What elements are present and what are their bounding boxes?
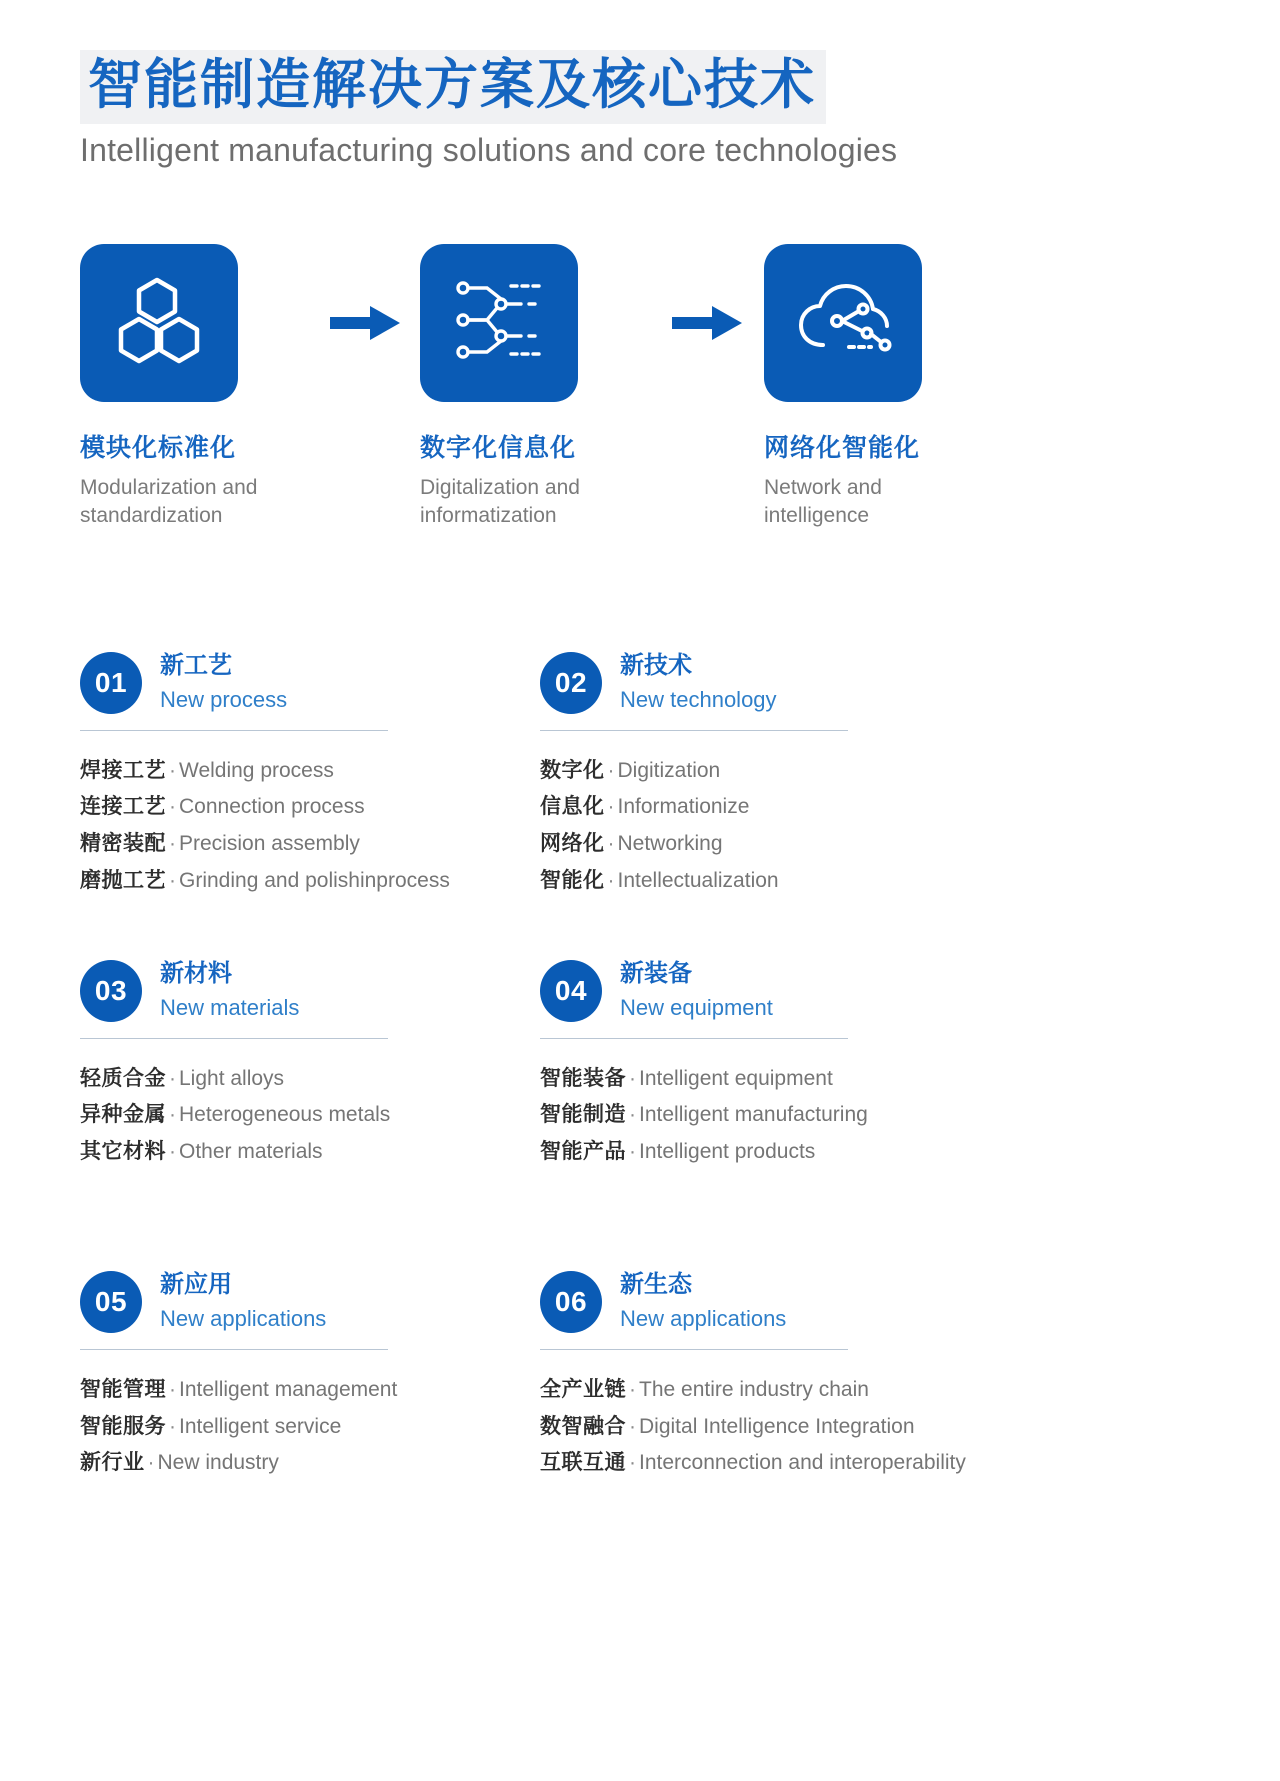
item-separator: ·: [169, 832, 176, 856]
item-label-en: Other materials: [179, 1140, 323, 1164]
pillar-title-cn: 网络化智能化: [764, 433, 921, 462]
pillar-modularization: [80, 244, 380, 531]
item-label-en: Intelligent service: [179, 1414, 342, 1438]
cards-grid: [80, 652, 1200, 1483]
card-title-group: [620, 652, 777, 713]
list-item: [80, 753, 540, 790]
pillar-title-en: Digitalization and informatization: [420, 475, 580, 528]
item-separator: ·: [169, 1103, 176, 1127]
item-separator: ·: [607, 832, 615, 856]
item-label-en: Intelligent manufacturing: [639, 1103, 868, 1127]
item-label-en: New industry: [157, 1451, 279, 1475]
item-label-cn: 网络化: [540, 832, 605, 856]
list-item: [540, 1061, 1000, 1098]
card-item-list: [540, 1061, 1000, 1171]
list-item: [540, 1097, 1000, 1134]
cards-row-2: [80, 960, 1200, 1171]
card-02: [540, 652, 1000, 900]
card-title-en: New equipment: [620, 994, 773, 1020]
pillar-title-en: Network and intelligence: [764, 475, 882, 528]
item-label-en: Heterogeneous metals: [179, 1103, 391, 1127]
cloud-network-icon: [793, 275, 893, 370]
item-separator: ·: [169, 1414, 176, 1438]
pillar-network: [764, 244, 1064, 531]
card-title-cn: 新技术: [620, 652, 692, 680]
card-title-en: New technology: [620, 686, 777, 712]
card-divider: [540, 1038, 848, 1039]
item-label-cn: 信息化: [540, 795, 605, 819]
card-06: [540, 1271, 1000, 1482]
card-title-en: New applications: [160, 1306, 327, 1332]
item-separator: ·: [629, 1377, 636, 1401]
arrow-right-icon-1: [330, 306, 402, 340]
list-item: [80, 1372, 540, 1409]
cards-row-1: [80, 652, 1200, 900]
item-separator: ·: [607, 795, 615, 819]
cards-row-3: [80, 1271, 1200, 1482]
card-title-cn: 新装备: [620, 960, 692, 988]
card-title-group: [160, 652, 287, 713]
item-label-cn: 其它材料: [80, 1140, 166, 1164]
list-item: [80, 789, 540, 826]
item-separator: ·: [169, 1066, 176, 1090]
card-title-group: [620, 1271, 786, 1332]
list-item: [80, 1134, 540, 1171]
card-title-en: New applications: [620, 1306, 787, 1332]
item-label-en: Intelligent equipment: [639, 1066, 833, 1090]
item-label-en: Networking: [617, 832, 723, 856]
circuit-board-icon: [449, 272, 549, 373]
item-label-en: Connection process: [179, 795, 365, 819]
item-separator: ·: [629, 1103, 636, 1127]
item-separator: ·: [629, 1451, 636, 1475]
item-label-cn: 智能装备: [540, 1066, 626, 1090]
card-header: [540, 652, 1000, 714]
item-label-en: Grinding and polishinprocess: [179, 868, 450, 892]
page-header: [80, 0, 1200, 172]
card-header: [540, 960, 1000, 1022]
item-label-cn: 互联互通: [540, 1451, 626, 1475]
pillar-title-cn: 模块化标准化: [80, 433, 237, 462]
item-separator: ·: [169, 795, 176, 819]
item-label-cn: 智能产品: [540, 1140, 626, 1164]
card-item-list: [540, 1372, 1000, 1482]
pillar-digitalization: [420, 244, 720, 531]
page-title-en: Intelligent manufacturing solutions and core technologies: [80, 132, 898, 169]
item-label-cn: 连接工艺: [80, 795, 166, 819]
item-separator: ·: [169, 1140, 176, 1164]
pillar-icon-tile: [80, 244, 238, 402]
item-separator: ·: [607, 868, 615, 892]
card-number-badge: 01: [80, 652, 142, 714]
card-title-en: New materials: [160, 994, 300, 1020]
item-label-cn: 精密装配: [80, 832, 166, 856]
item-label-en: Intelligent management: [179, 1377, 398, 1401]
item-label-cn: 异种金属: [80, 1103, 166, 1127]
list-item: [540, 826, 1000, 863]
list-item: [540, 863, 1000, 900]
card-title-cn: 新工艺: [160, 652, 232, 680]
card-title-group: [620, 960, 773, 1021]
card-05: [80, 1271, 540, 1482]
card-header: [80, 960, 540, 1022]
card-item-list: [80, 1372, 540, 1482]
card-number-badge: 03: [80, 960, 142, 1022]
item-label-en: Intellectualization: [617, 868, 779, 892]
pillar-icon-tile: [420, 244, 578, 402]
item-separator: ·: [169, 1377, 176, 1401]
card-title-group: [160, 960, 299, 1021]
item-label-en: Interconnection and interoperability: [639, 1451, 966, 1475]
card-03: [80, 960, 540, 1171]
list-item: [540, 753, 1000, 790]
item-label-en: Informationize: [617, 795, 750, 819]
card-title-group: [160, 1271, 326, 1332]
item-label-en: The entire industry chain: [639, 1377, 869, 1401]
card-number-badge: 04: [540, 960, 602, 1022]
card-item-list: [80, 1061, 540, 1171]
item-label-cn: 焊接工艺: [80, 758, 166, 782]
card-divider: [540, 1349, 848, 1350]
card-divider: [80, 1038, 388, 1039]
item-label-cn: 全产业链: [540, 1377, 626, 1401]
card-title-cn: 新生态: [620, 1271, 692, 1299]
item-separator: ·: [607, 758, 615, 782]
card-item-list: [80, 753, 540, 900]
card-number-badge: 02: [540, 652, 602, 714]
list-item: [80, 1097, 540, 1134]
item-separator: ·: [169, 868, 176, 892]
card-title-en: New process: [160, 686, 288, 712]
list-item: [540, 1445, 1000, 1482]
card-title-cn: 新应用: [160, 1271, 232, 1299]
card-01: [80, 652, 540, 900]
item-label-cn: 数字化: [540, 758, 605, 782]
list-item: [80, 1409, 540, 1446]
card-04: [540, 960, 1000, 1171]
item-separator: ·: [629, 1140, 636, 1164]
card-header: [540, 1271, 1000, 1333]
item-label-cn: 新行业: [80, 1451, 145, 1475]
item-separator: ·: [629, 1066, 636, 1090]
card-title-cn: 新材料: [160, 960, 232, 988]
item-label-en: Digital Intelligence Integration: [639, 1414, 915, 1438]
item-label-en: Welding process: [179, 758, 334, 782]
list-item: [80, 863, 540, 900]
card-header: [80, 652, 540, 714]
list-item: [80, 826, 540, 863]
card-number-badge: 06: [540, 1271, 602, 1333]
item-separator: ·: [169, 758, 176, 782]
item-label-en: Intelligent products: [639, 1140, 816, 1164]
pillars-row: [80, 244, 1200, 574]
pillar-icon-tile: [764, 244, 922, 402]
list-item: [540, 1409, 1000, 1446]
item-label-en: Digitization: [617, 758, 721, 782]
item-label-cn: 智能管理: [80, 1377, 166, 1401]
card-number-badge: 05: [80, 1271, 142, 1333]
list-item: [540, 1372, 1000, 1409]
arrow-right-icon-2: [672, 306, 744, 340]
card-divider: [80, 1349, 388, 1350]
item-label-en: Light alloys: [179, 1066, 285, 1090]
card-item-list: [540, 753, 1000, 900]
item-label-cn: 磨抛工艺: [80, 868, 166, 892]
pillar-title-en: Modularization and standardization: [80, 475, 258, 528]
list-item: [540, 789, 1000, 826]
list-item: [80, 1445, 540, 1482]
item-label-en: Precision assembly: [179, 832, 360, 856]
list-item: [540, 1134, 1000, 1171]
pillar-title-cn: 数字化信息化: [420, 433, 577, 462]
hexagon-modules-icon: [111, 272, 207, 373]
card-divider: [540, 730, 848, 731]
item-label-cn: 智能化: [540, 868, 605, 892]
item-label-cn: 智能服务: [80, 1414, 166, 1438]
item-separator: ·: [629, 1414, 636, 1438]
item-separator: ·: [147, 1451, 155, 1475]
item-label-cn: 智能制造: [540, 1103, 626, 1127]
card-header: [80, 1271, 540, 1333]
item-label-cn: 轻质合金: [80, 1066, 166, 1090]
page-title-cn: 智能制造解决方案及核心技术: [80, 50, 826, 124]
list-item: [80, 1061, 540, 1098]
item-label-cn: 数智融合: [540, 1414, 626, 1438]
card-divider: [80, 730, 388, 731]
